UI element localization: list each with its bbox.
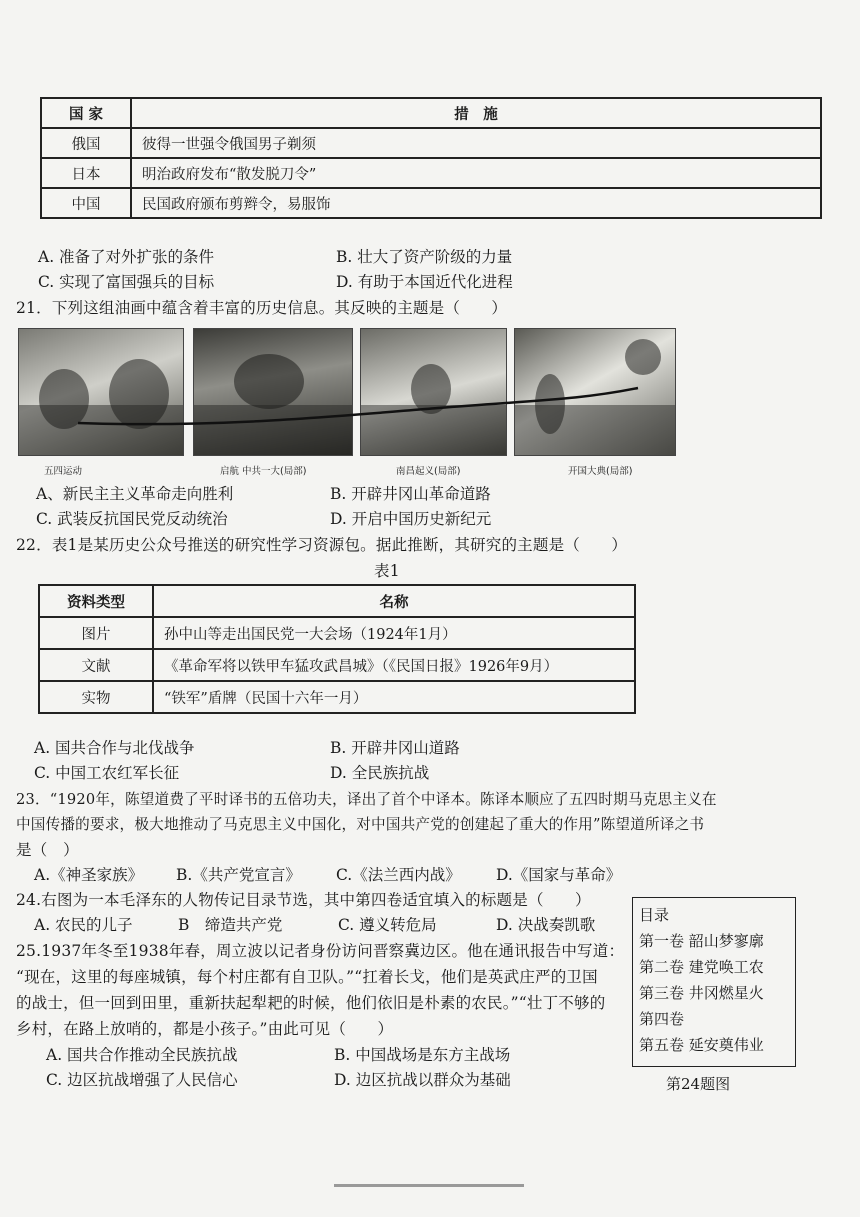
table-row bbox=[41, 188, 821, 218]
table-header-measures: 措 施 bbox=[131, 98, 821, 128]
page-footer-rule bbox=[334, 1184, 524, 1187]
table-cell: 图片 bbox=[39, 617, 153, 649]
q25-option-d[interactable]: D. 边区抗战以群众为基础 bbox=[334, 1071, 511, 1089]
q24-option-a[interactable]: A. 农民的儿子 bbox=[34, 916, 133, 934]
q20-option-a[interactable]: A. 准备了对外扩张的条件 bbox=[38, 248, 215, 266]
table-cell: “铁军”盾牌（民国十六年一月） bbox=[153, 681, 635, 713]
q25-line-2: “现在，这里的每座城镇，每个村庄都有自卫队。”“扛着长戈，他们是英武庄严的卫国 bbox=[16, 968, 598, 986]
toc-item: 第五卷 延安奠伟业 bbox=[639, 1036, 764, 1054]
table-cell: 民国政府颁布剪辫令，易服饰 bbox=[131, 188, 821, 218]
q23-option-a[interactable]: A.《神圣家族》 bbox=[34, 866, 144, 884]
q23-option-d[interactable]: D.《国家与革命》 bbox=[496, 866, 622, 884]
table-cell: 明治政府发布“散发脱刀令” bbox=[131, 158, 821, 188]
q23-line-3: 是（ ） bbox=[16, 841, 79, 859]
q22-option-b[interactable]: B. 开辟井冈山道路 bbox=[330, 739, 460, 757]
table-cell: 实物 bbox=[39, 681, 153, 713]
resource-table bbox=[38, 584, 636, 714]
pen-stroke-mark bbox=[18, 328, 674, 454]
toc-item: 第一卷 韶山梦寥廓 bbox=[639, 932, 764, 950]
q25-line-3: 的战士，但一回到田里，重新扶起犁耙的时候，他们依旧是朴素的农民。”“壮丁不够的 bbox=[16, 994, 606, 1012]
q25-option-b[interactable]: B. 中国战场是东方主战场 bbox=[334, 1046, 511, 1064]
q21-option-b[interactable]: B. 开辟井冈山革命道路 bbox=[330, 485, 491, 503]
toc-item: 第四卷 bbox=[639, 1010, 685, 1028]
caption-3: 南昌起义(局部) bbox=[396, 466, 461, 477]
toc-item: 第二卷 建党唤工农 bbox=[639, 958, 764, 976]
caption-4: 开国大典(局部) bbox=[568, 466, 633, 477]
q21-stem: 21．下列这组油画中蕴含着丰富的历史信息。其反映的主题是（ ） bbox=[16, 299, 508, 317]
table-row bbox=[39, 649, 635, 681]
table-row bbox=[39, 617, 635, 649]
table-header-type: 资料类型 bbox=[39, 585, 153, 617]
q25-option-a[interactable]: A. 国共合作推动全民族抗战 bbox=[46, 1046, 238, 1064]
table-cell: 文献 bbox=[39, 649, 153, 681]
q24-stem: 24.右图为一本毛泽东的人物传记目录节选，其中第四卷适宜填入的标题是（ ） bbox=[16, 891, 591, 909]
table-cell: 日本 bbox=[41, 158, 131, 188]
q24-option-d[interactable]: D. 决战奏凯歌 bbox=[496, 916, 596, 934]
q20-option-c[interactable]: C. 实现了富国强兵的目标 bbox=[38, 273, 215, 291]
table-cell: 孙中山等走出国民党一大会场（1924年1月） bbox=[153, 617, 635, 649]
q25-line-1: 25.1937年冬至1938年春，周立波以记者身份访问晋察冀边区。他在通讯报告中写道： bbox=[16, 942, 625, 960]
q23-line-1: 23．“1920年，陈望道费了平时译书的五倍功夫，译出了首个中译本。陈译本顺应了五四时期马克思主义在 bbox=[16, 791, 717, 808]
table-row bbox=[39, 681, 635, 713]
q21-option-a[interactable]: A、新民主主义革命走向胜利 bbox=[36, 485, 234, 503]
figure-24-caption: 第24题图 bbox=[666, 1075, 731, 1093]
caption-1: 五四运动 bbox=[44, 466, 83, 477]
table-row bbox=[41, 158, 821, 188]
table-cell: 俄国 bbox=[41, 128, 131, 158]
q25-line-4: 乡村，在路上放哨的，都是小孩子。”由此可见（ ） bbox=[16, 1020, 394, 1038]
table-row bbox=[41, 128, 821, 158]
q23-option-b[interactable]: B.《共产党宣言》 bbox=[176, 866, 301, 884]
table-header-country: 国 家 bbox=[41, 98, 131, 128]
q24-option-b[interactable]: B 缔造共产党 bbox=[178, 916, 283, 934]
table-1-title: 表1 bbox=[374, 562, 400, 580]
toc-item: 第三卷 井冈燃星火 bbox=[639, 984, 764, 1002]
caption-2: 启航 中共一大(局部) bbox=[220, 466, 307, 477]
q24-option-c[interactable]: C. 遵义转危局 bbox=[338, 916, 437, 934]
q25-option-c[interactable]: C. 边区抗战增强了人民信心 bbox=[46, 1071, 238, 1089]
toc-title: 目录 bbox=[639, 906, 670, 924]
table-cell: 彼得一世强令俄国男子剃须 bbox=[131, 128, 821, 158]
table-cell: 中国 bbox=[41, 188, 131, 218]
q23-option-c[interactable]: C.《法兰西内战》 bbox=[336, 866, 461, 884]
q20-option-d[interactable]: D. 有助于本国近代化进程 bbox=[336, 273, 513, 291]
table-header-name: 名称 bbox=[153, 585, 635, 617]
biography-toc-box bbox=[632, 897, 796, 1067]
q22-stem: 22．表1是某历史公众号推送的研究性学习资源包。据此推断，其研究的主题是（ ） bbox=[16, 536, 628, 554]
q23-line-2: 中国传播的要求，极大地推动了马克思主义中国化，对中国共产党的创建起了重大的作用”陈望道所译之书 bbox=[16, 816, 705, 833]
q21-option-d[interactable]: D. 开启中国历史新纪元 bbox=[330, 510, 492, 528]
q21-option-c[interactable]: C. 武装反抗国民党反动统治 bbox=[36, 510, 228, 528]
q20-option-b[interactable]: B. 壮大了资产阶级的力量 bbox=[336, 248, 513, 266]
table-cell: 《革命军将以铁甲车猛攻武昌城》（《民国日报》1926年9月） bbox=[153, 649, 635, 681]
q22-option-c[interactable]: C. 中国工农红军长征 bbox=[34, 764, 180, 782]
measures-table bbox=[40, 97, 822, 219]
q22-option-d[interactable]: D. 全民族抗战 bbox=[330, 764, 430, 782]
q22-option-a[interactable]: A. 国共合作与北伐战争 bbox=[34, 739, 195, 757]
